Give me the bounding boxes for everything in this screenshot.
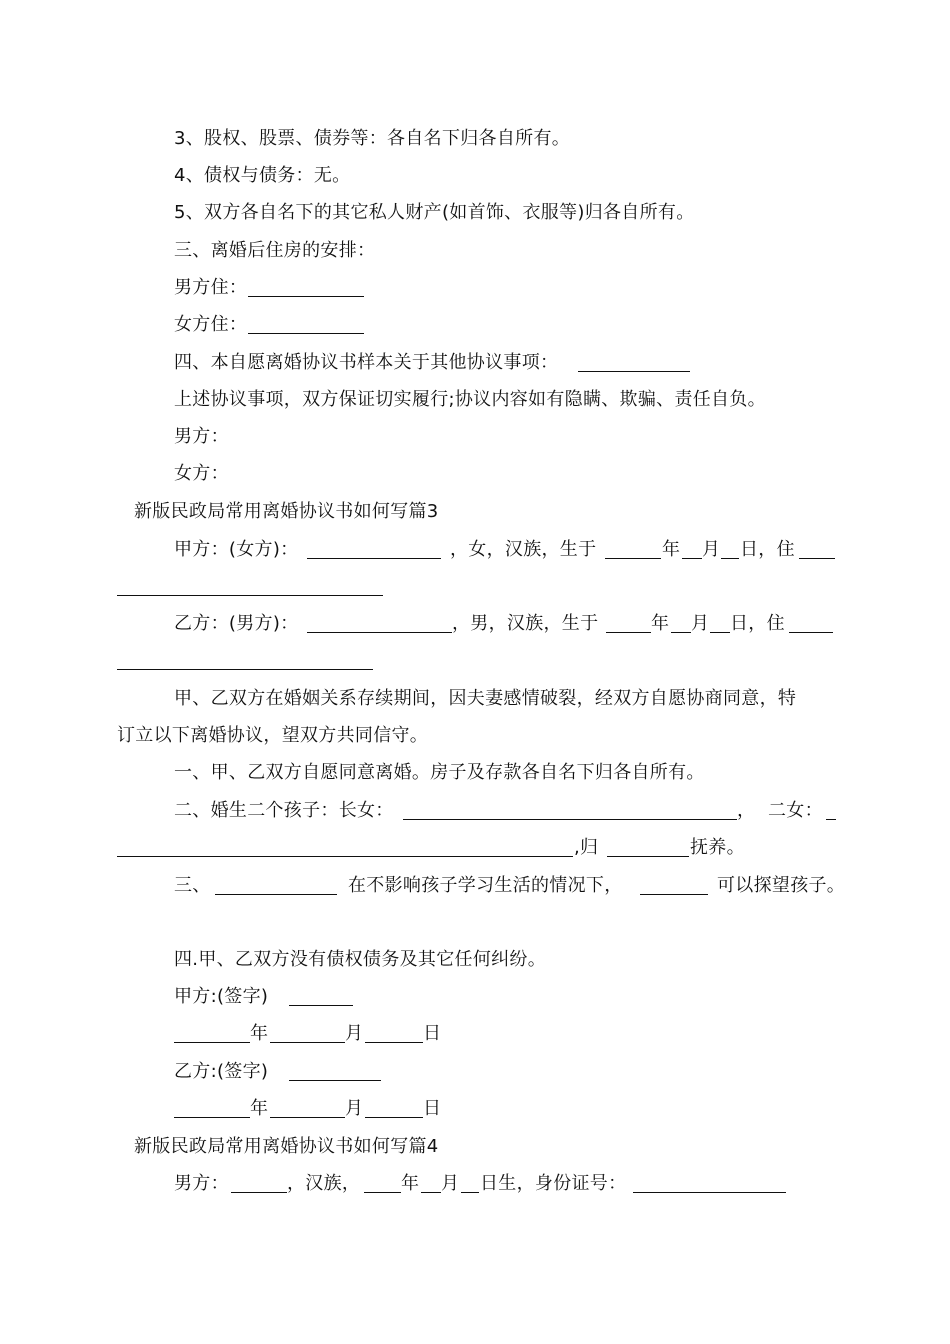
date-b-month-blank bbox=[270, 1117, 345, 1118]
date-a-year: 年 bbox=[250, 1023, 269, 1044]
section4-male-name-blank bbox=[231, 1192, 287, 1193]
intro-line-2: 订立以下离婚协议，望双方共同信守。 bbox=[117, 725, 429, 746]
party-a-name-blank bbox=[307, 558, 441, 559]
party-b-day-blank bbox=[710, 632, 730, 633]
clause-2-fuyang: 抚养。 bbox=[690, 837, 745, 858]
date-b-day-blank bbox=[365, 1117, 423, 1118]
date-a-month: 月 bbox=[345, 1023, 364, 1044]
party-a-month-blank bbox=[682, 558, 702, 559]
clause-3-mid: 在不影响孩子学习生活的情况下， bbox=[348, 875, 623, 896]
date-b-year-blank bbox=[174, 1117, 250, 1118]
section4-id-blank bbox=[633, 1192, 786, 1193]
female-sign-label: 女方： bbox=[174, 463, 229, 484]
party-b-address-blank-2 bbox=[117, 669, 373, 670]
section4-title: 新版民政局常用离婚协议书如何写篇4 bbox=[134, 1136, 439, 1157]
housing-female-label: 女方住： bbox=[174, 314, 248, 335]
housing-male-label: 男方住： bbox=[174, 277, 248, 298]
party-b-month-blank bbox=[671, 632, 691, 633]
section4-month-blank bbox=[421, 1192, 441, 1193]
clause-3-blank-1 bbox=[215, 894, 337, 895]
party-b-gender: ，男，汉族，生于 bbox=[452, 613, 599, 634]
party-b-month: 月 bbox=[691, 613, 710, 634]
housing-male-blank bbox=[248, 296, 364, 297]
date-a-day-blank bbox=[365, 1042, 423, 1043]
clause-3-label: 三、 bbox=[174, 875, 211, 896]
clause-1: 一、甲、乙双方自愿同意离婚。房子及存款各自名下归各自所有。 bbox=[174, 762, 705, 783]
clause-3-end: 可以探望孩子。 bbox=[717, 875, 846, 896]
section4-year-blank bbox=[364, 1192, 401, 1193]
other-matters-blank bbox=[578, 371, 690, 372]
section3-title: 新版民政局常用离婚协议书如何写篇3 bbox=[134, 501, 439, 522]
housing-female-blank bbox=[248, 333, 364, 334]
section4-born: 日生，身份证号： bbox=[480, 1173, 627, 1194]
clause-2-comma: ， bbox=[737, 800, 756, 821]
clause-3-blank-2 bbox=[640, 894, 708, 895]
clause-4: 四.甲、乙双方没有债权债务及其它任何纠纷。 bbox=[174, 949, 547, 970]
male-sign-label: 男方： bbox=[174, 426, 229, 447]
date-b-month: 月 bbox=[345, 1098, 364, 1119]
sign-a-blank bbox=[289, 1005, 353, 1006]
date-a-month-blank bbox=[270, 1042, 345, 1043]
clause-2-custody-blank bbox=[607, 856, 689, 857]
party-b-year-blank bbox=[606, 632, 651, 633]
sign-a-label: 甲方:(签字) bbox=[174, 986, 269, 1007]
section4-year: 年 bbox=[401, 1173, 420, 1194]
sign-b-blank bbox=[289, 1080, 381, 1081]
clause-2-second-label: 二女： bbox=[768, 800, 823, 821]
party-a-label: 甲方：(女方)： bbox=[174, 539, 299, 560]
party-a-month: 月 bbox=[702, 539, 721, 560]
other-matters-label: 四、本自愿离婚协议书样本关于其他协议事项： bbox=[174, 352, 559, 373]
section4-ethnic: ，汉族， bbox=[287, 1173, 361, 1194]
party-b-label: 乙方：(男方)： bbox=[174, 613, 299, 634]
party-b-year: 年 bbox=[651, 613, 670, 634]
date-a-day: 日 bbox=[423, 1023, 442, 1044]
party-b-day: 日，住 bbox=[730, 613, 785, 634]
guarantee-text: 上述协议事项，双方保证切实履行;协议内容如有隐瞒、欺骗、责任自负。 bbox=[174, 389, 766, 410]
section4-male-label: 男方： bbox=[174, 1173, 229, 1194]
party-a-year-blank bbox=[605, 558, 661, 559]
item-personal-property: 5、双方各自名下的其它私人财产(如首饰、衣服等)归各自所有。 bbox=[174, 202, 695, 223]
date-a-year-blank bbox=[174, 1042, 250, 1043]
party-b-name-blank bbox=[307, 632, 452, 633]
section4-month: 月 bbox=[441, 1173, 460, 1194]
item-debts: 4、债权与债务：无。 bbox=[174, 165, 351, 186]
housing-heading: 三、离婚后住房的安排： bbox=[174, 240, 376, 261]
party-a-address-blank bbox=[799, 558, 835, 559]
clause-2-eldest-blank bbox=[403, 819, 737, 820]
clause-2-label: 二、婚生二个孩子：长女： bbox=[174, 800, 394, 821]
party-a-gender: ，女，汉族，生于 bbox=[450, 539, 597, 560]
sign-b-label: 乙方:(签字) bbox=[174, 1061, 269, 1082]
clause-2-second-blank-2 bbox=[117, 856, 573, 857]
clause-2-second-blank bbox=[826, 819, 836, 820]
party-a-address-blank-2 bbox=[117, 595, 383, 596]
party-a-day-blank bbox=[721, 558, 739, 559]
party-a-day: 日，住 bbox=[740, 539, 795, 560]
section4-day-blank bbox=[461, 1192, 479, 1193]
date-b-day: 日 bbox=[423, 1098, 442, 1119]
intro-line-1: 甲、乙双方在婚姻关系存续期间，因夫妻感情破裂，经双方自愿协商同意，特 bbox=[174, 688, 797, 709]
item-stocks: 3、股权、股票、债券等：各自名下归各自所有。 bbox=[174, 128, 571, 149]
date-b-year: 年 bbox=[250, 1098, 269, 1119]
party-a-year: 年 bbox=[662, 539, 681, 560]
party-b-address-blank bbox=[789, 632, 833, 633]
clause-2-gui: ,归 bbox=[574, 837, 599, 858]
